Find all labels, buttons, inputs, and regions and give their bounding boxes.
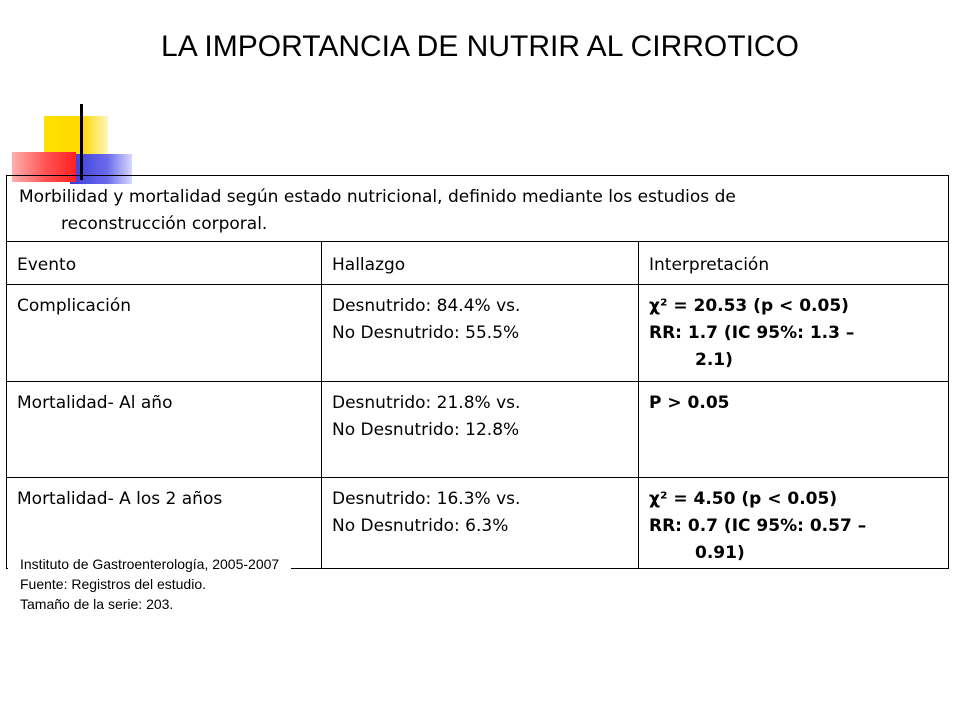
interpretacion-line: RR: 0.7 (IC 95%: 0.57 – — [649, 516, 867, 536]
interpretacion-line: 2.1) — [695, 350, 733, 370]
header-evento: Evento — [17, 255, 77, 275]
cell-hallazgo — [321, 285, 638, 381]
note-line: Fuente: Registros del estudio. — [20, 576, 206, 592]
cell-hallazgo — [321, 382, 638, 477]
cell-evento: Mortalidad- Al año — [17, 393, 173, 413]
caption-line-2: reconstrucción corporal. — [61, 214, 268, 234]
hallazgo-line: Desnutrido: 21.8% vs. — [332, 393, 521, 413]
table-header-row — [7, 242, 948, 285]
cell-interpretacion — [638, 285, 948, 381]
cell-evento: Complicación — [17, 296, 132, 316]
interpretacion-line: P > 0.05 — [649, 393, 730, 413]
table-row — [7, 285, 948, 382]
interpretacion-line: χ² = 20.53 (p < 0.05) — [649, 296, 849, 316]
cell-interpretacion — [638, 382, 948, 477]
hallazgo-line: No Desnutrido: 55.5% — [332, 323, 520, 343]
hallazgo-line: Desnutrido: 16.3% vs. — [332, 489, 521, 509]
table-row — [7, 382, 948, 478]
source-note — [8, 552, 291, 616]
decorative-squares-logo — [0, 100, 140, 180]
caption-line-1: Morbilidad y mortalidad según estado nutricional, definido mediante los estudios de — [19, 187, 736, 207]
hallazgo-line: Desnutrido: 84.4% vs. — [332, 296, 521, 316]
vertical-line — [80, 104, 83, 180]
hallazgo-line: No Desnutrido: 12.8% — [332, 420, 520, 440]
note-line: Tamaño de la serie: 203. — [20, 596, 174, 612]
header-hallazgo: Hallazgo — [321, 242, 638, 284]
header-interpretacion: Interpretación — [638, 242, 948, 284]
interpretacion-line: 0.91) — [695, 543, 745, 563]
slide-title: LA IMPORTANCIA DE NUTRIR AL CIRROTICO — [161, 30, 799, 63]
cell-interpretacion — [638, 478, 948, 568]
interpretacion-line: χ² = 4.50 (p < 0.05) — [649, 489, 838, 509]
cell-evento: Mortalidad- A los 2 años — [17, 489, 223, 509]
table-caption — [7, 176, 948, 242]
results-table — [6, 175, 949, 569]
hallazgo-line: No Desnutrido: 6.3% — [332, 516, 509, 536]
cell-hallazgo — [321, 478, 638, 568]
interpretacion-line: RR: 1.7 (IC 95%: 1.3 – — [649, 323, 855, 343]
note-line: Instituto de Gastroenterología, 2005-2007 — [20, 556, 280, 572]
